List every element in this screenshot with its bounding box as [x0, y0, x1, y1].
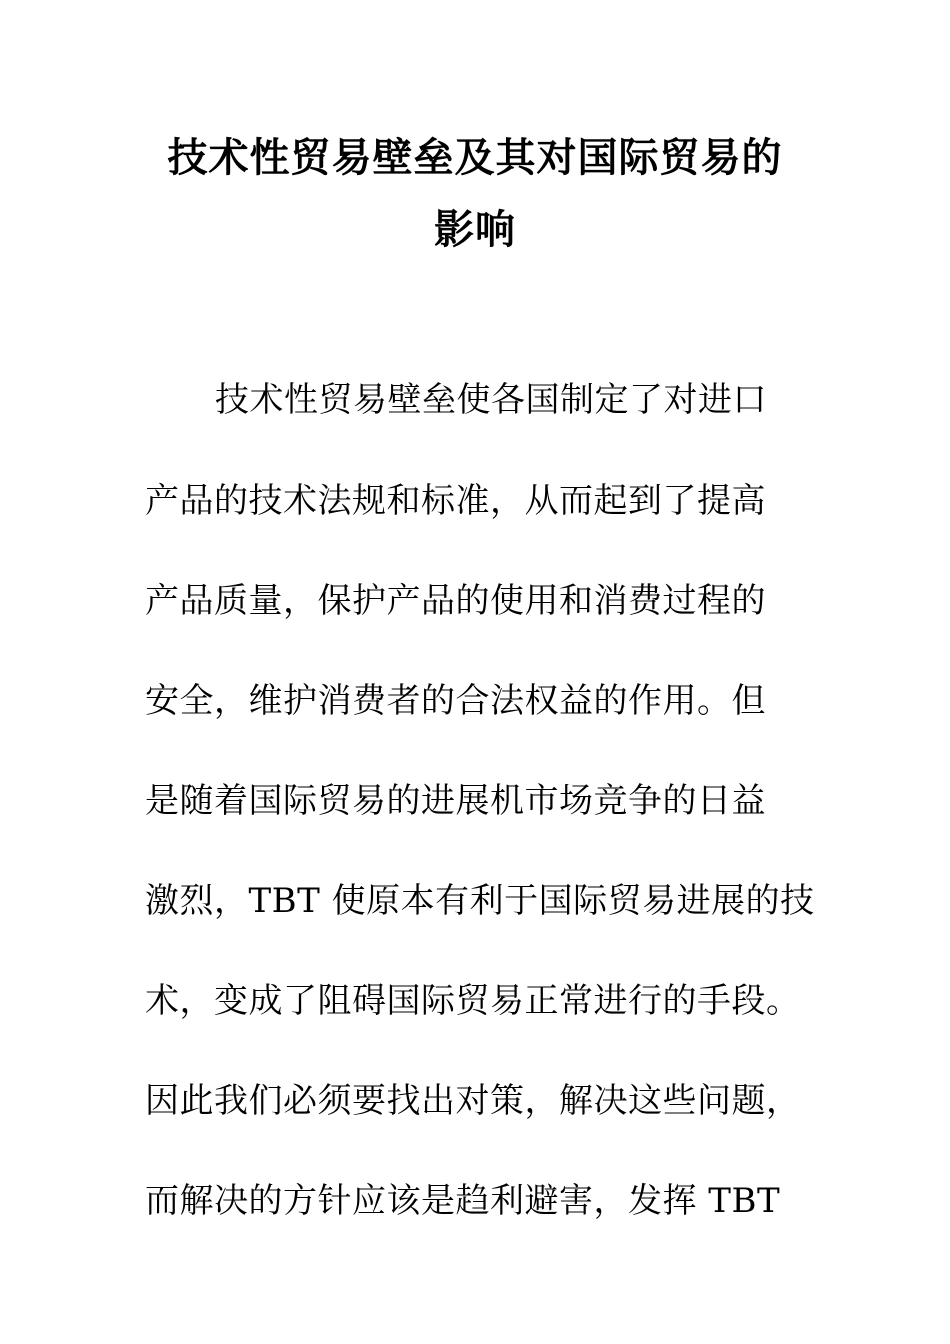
body-line-3: 产品质量，保护产品的使用和消费过程的 — [145, 581, 766, 621]
title-line-1: 技术性贸易壁垒及其对国际贸易的 — [167, 135, 783, 181]
body-line-4: 安全，维护消费者的合法权益的作用。但 — [145, 681, 766, 721]
body-line-5: 是随着国际贸易的进展机市场竞争的日益 — [145, 781, 766, 821]
body-line-8: 因此我们必须要找出对策，解决这些问题， — [145, 1081, 801, 1121]
title-line-2: 影响 — [434, 207, 516, 253]
body-line-9: 而解决的方针应该是趋利避害，发挥 TBT — [145, 1181, 781, 1221]
body-line-2: 产品的技术法规和标准，从而起到了提高 — [145, 481, 766, 521]
body-line-7: 术，变成了阻碍国际贸易正常进行的手段。 — [145, 981, 801, 1021]
body-line-1: 技术性贸易壁垒使各国制定了对进口 — [215, 380, 767, 420]
body-line-6: 激烈，TBT 使原本有利于国际贸易进展的技 — [145, 881, 815, 921]
